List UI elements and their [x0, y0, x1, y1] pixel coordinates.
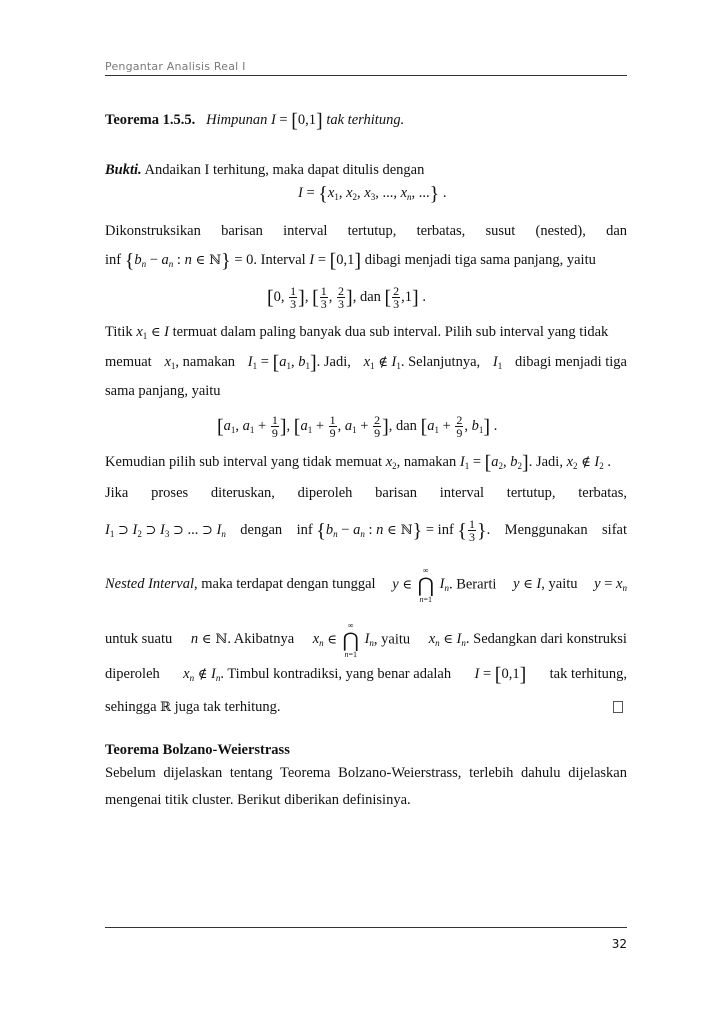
proof-line-8: sama panjang, yaitu [105, 383, 221, 399]
theorem-statement: Teorema 1.5.5. Himpunan I = [0,1] tak terhitung. [105, 110, 405, 132]
thirds-display: [0, $\frac{1}{3}$ ], [ $\frac{1}{3}$ , $\frac{2}{3}$ ], dan [ $\frac{2}{3}$ ,1] . [267, 284, 426, 311]
theorem-label: Teorema 1.5.5. [105, 112, 196, 128]
proof-line-7: memuat $x_1$, namakan $I_1 = [a_1$, $b_1$]. Jadi, $x_1$ ∉ $I_1$. Selanjutnya, $I_1$ dibagi menjadi tiga [105, 352, 627, 374]
running-header: Pengantar Analisis Real I [105, 60, 246, 73]
proof-line-16: sehingga ℝ juga tak terhitung. [105, 699, 281, 715]
proof-line-10: Kemudian pilih sub interval yang tidak memuat $x_2$, namakan $I_1 = [a_2$, $b_2$]. Jadi, $x_2$ ∉ $I_2$ . [105, 452, 611, 474]
proof-line-6: Titik $x_1$ ∈ I termuat dalam paling banyak dua sub interval. Pilih sub interval yang tidak [105, 324, 609, 341]
proof-line-4: inf {$b_n - a_n$ : n ∈ ℕ} = 0. Interval I = [0,1] dibagi menjadi tiga sama panjang, yaitu [105, 250, 596, 272]
proof-line-14: untuk suatu n ∈ ℕ. Akibatnya $x_n$ ∈ ∞ ⋂ n=1 $I_n$, yaitu $x_n$ ∈ $I_n$. Sedangkan dari konstruksi [105, 621, 627, 659]
proof-line-12: $I_1$ ⊃ $I_2$ ⊃ $I_3$ ⊃ ... ⊃ $I_n$ dengan inf {$b_n - a_n$ : n ∈ ℕ} = inf { $\frac{1}{3}$ }. Menggunakan sifat [105, 517, 627, 544]
proof-line-11: Jika proses diteruskan, diperoleh barisan interval tertutup, terbatas, [105, 485, 627, 501]
proof-line-13: Nested Interval, maka terdapat dengan tunggal y ∈ ∞ ⋂ n=1 $I_n$. Berarti y ∈ I, yaitu $y = x_n$ [105, 566, 627, 604]
ninths-display: [$a_1$, $a_1$ + $\frac{1}{9}$ ], [$a_1$ + $\frac{1}{9}$ , $a_1$ + $\frac{2}{9}$ ], dan [$a_1$ + $\frac{2}{9}$ , $b_1$] . [217, 413, 498, 440]
section-paragraph-line-1: Sebelum dijelaskan tentang Teorema Bolzano-Weierstrass, terlebih dahulu dijelaskan [105, 765, 627, 781]
proof-line-1: Bukti. Andaikan I terhitung, maka dapat ditulis dengan [105, 162, 425, 178]
proof-line-15: diperoleh $x_n$ ∉ $I_n$. Timbul kontradiksi, yang benar adalah I = [0,1] tak terhitung, [105, 664, 627, 686]
qed-box-icon [613, 701, 623, 713]
proof-label: Bukti. [105, 162, 142, 178]
proof-line-3: Dikonstruksikan barisan interval tertutup, terbatas, susut (nested), dan [105, 223, 627, 239]
header-rule [105, 75, 627, 76]
footer-rule [105, 927, 627, 928]
section-paragraph-line-2: mengenai titik cluster. Berikut diberikan definisinya. [105, 792, 411, 808]
page-number: 32 [611, 937, 627, 951]
enumeration-formula: $I = \{x_1$, $x_2$, $x_3$, ..., $x_n$, ...} . [298, 183, 447, 205]
section-title: Teorema Bolzano-Weierstrass [105, 742, 290, 758]
